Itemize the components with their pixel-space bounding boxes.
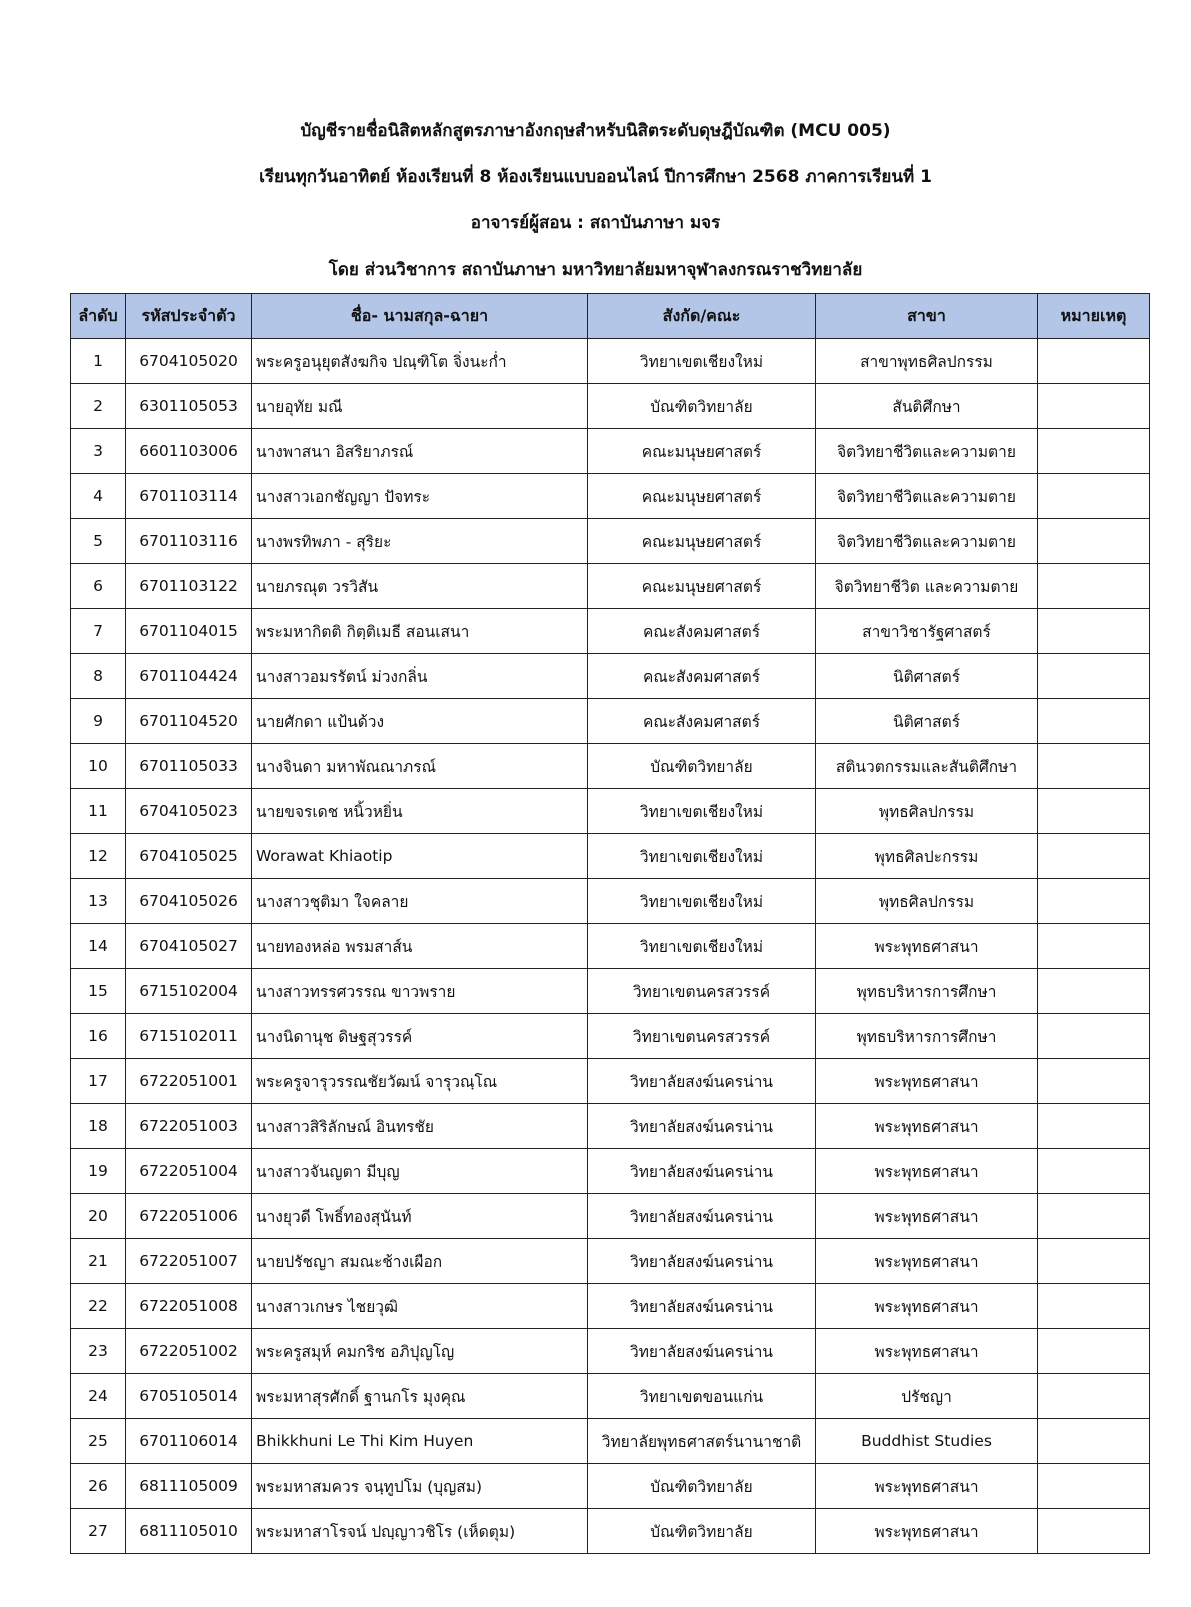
cell-student-id: 6701105033 [126,744,252,789]
cell-major: สันติศึกษา [816,384,1038,429]
cell-order: 24 [71,1374,126,1419]
cell-note [1038,1149,1150,1194]
table-row [71,1329,1150,1374]
cell-order: 5 [71,519,126,564]
cell-name: นางสาวเกษร ไชยวุฒิ [252,1284,588,1329]
table-row [71,924,1150,969]
cell-note [1038,1329,1150,1374]
cell-order: 15 [71,969,126,1014]
table-row [71,1194,1150,1239]
cell-faculty: คณะสังคมศาสตร์ [588,654,816,699]
cell-note [1038,879,1150,924]
cell-note [1038,1374,1150,1419]
cell-note [1038,1464,1150,1509]
table-row [71,699,1150,744]
cell-order: 7 [71,609,126,654]
cell-student-id: 6704105020 [126,339,252,384]
cell-order: 2 [71,384,126,429]
cell-note [1038,969,1150,1014]
table-row [71,1284,1150,1329]
cell-major: นิติศาสตร์ [816,699,1038,744]
column-header-major: สาขา [816,294,1038,339]
cell-major: Buddhist Studies [816,1419,1038,1464]
cell-note [1038,609,1150,654]
column-header-name: ชื่อ- นามสกุล-ฉายา [252,294,588,339]
cell-student-id: 6701104015 [126,609,252,654]
cell-note [1038,384,1150,429]
cell-faculty: วิทยาเขตเชียงใหม่ [588,789,816,834]
cell-major: สตินวตกรรมและสันติศึกษา [816,744,1038,789]
cell-faculty: วิทยาลัยพุทธศาสตร์นานาชาติ [588,1419,816,1464]
cell-student-id: 6701104520 [126,699,252,744]
cell-major: พระพุทธศาสนา [816,1059,1038,1104]
cell-name: นางจินดา มหาพัณณาภรณ์ [252,744,588,789]
cell-major: พระพุทธศาสนา [816,1149,1038,1194]
cell-major: สาขาพุทธศิลปกรรม [816,339,1038,384]
cell-note [1038,654,1150,699]
cell-major: พุทธศิลปกรรม [816,789,1038,834]
cell-faculty: วิทยาเขตเชียงใหม่ [588,339,816,384]
cell-student-id: 6722051004 [126,1149,252,1194]
cell-student-id: 6301105053 [126,384,252,429]
cell-major: พระพุทธศาสนา [816,924,1038,969]
table-row [71,339,1150,384]
cell-order: 10 [71,744,126,789]
cell-faculty: คณะมนุษยศาสตร์ [588,474,816,519]
cell-student-id: 6701106014 [126,1419,252,1464]
cell-name: พระครูสมุห์ คมกริช อภิปุญโญ [252,1329,588,1374]
table-row [71,1419,1150,1464]
table-row [71,1059,1150,1104]
cell-name: นายอุทัย มณี [252,384,588,429]
table-row [71,564,1150,609]
cell-note [1038,1059,1150,1104]
cell-name: นายปรัชญา สมณะช้างเผือก [252,1239,588,1284]
cell-major: พระพุทธศาสนา [816,1239,1038,1284]
cell-major: พระพุทธศาสนา [816,1509,1038,1554]
cell-order: 3 [71,429,126,474]
cell-note [1038,924,1150,969]
cell-faculty: วิทยาลัยสงฆ์นครน่าน [588,1149,816,1194]
cell-student-id: 6704105025 [126,834,252,879]
cell-student-id: 6701103114 [126,474,252,519]
cell-name: นายภรณุต วรวิสัน [252,564,588,609]
table-row [71,744,1150,789]
cell-order: 8 [71,654,126,699]
table-row [71,429,1150,474]
table-row [71,519,1150,564]
cell-note [1038,519,1150,564]
organizer-line: โดย ส่วนวิชาการ สถาบันภาษา มหาวิทยาลัยมหาจุฬาลงกรณราชวิทยาลัย [328,260,863,280]
column-header-faculty: สังกัด/คณะ [588,294,816,339]
table-row [71,1149,1150,1194]
cell-name: พระครูอนุยุตสังฆกิจ ปณฺฑิโต จิ่งนะก่ำ [252,339,588,384]
table-header-row [71,294,1150,339]
cell-major: จิตวิทยาชีวิตและความตาย [816,474,1038,519]
cell-name: นางพรทิพภา - สุริยะ [252,519,588,564]
cell-order: 12 [71,834,126,879]
cell-name: นางสาวสิริลักษณ์ อินทรชัย [252,1104,588,1149]
cell-faculty: วิทยาลัยสงฆ์นครน่าน [588,1239,816,1284]
cell-faculty: วิทยาเขตนครสวรรค์ [588,1014,816,1059]
cell-name: Bhikkhuni Le Thi Kim Huyen [252,1419,588,1464]
cell-faculty: วิทยาเขตขอนแก่น [588,1374,816,1419]
cell-name: นายทองหล่อ พรมสาส์น [252,924,588,969]
cell-faculty: บัณฑิตวิทยาลัย [588,744,816,789]
cell-note [1038,474,1150,519]
cell-major: พระพุทธศาสนา [816,1104,1038,1149]
cell-student-id: 6701104424 [126,654,252,699]
cell-name: พระมหากิตติ กิตฺติเมธี สอนเสนา [252,609,588,654]
cell-name: พระมหาสมควร จนฺทูปโม (บุญสม) [252,1464,588,1509]
table-row [71,1374,1150,1419]
table-row [71,834,1150,879]
cell-major: พุทธบริหารการศึกษา [816,1014,1038,1059]
cell-order: 9 [71,699,126,744]
column-header-order: ลำดับ [71,294,126,339]
cell-student-id: 6722051006 [126,1194,252,1239]
cell-major: พระพุทธศาสนา [816,1329,1038,1374]
cell-name: พระครูจารุวรรณชัยวัฒน์ จารุวณฺโณ [252,1059,588,1104]
cell-order: 22 [71,1284,126,1329]
cell-major: ปรัชญา [816,1374,1038,1419]
cell-faculty: วิทยาเขตเชียงใหม่ [588,834,816,879]
cell-note [1038,429,1150,474]
cell-student-id: 6722051007 [126,1239,252,1284]
column-header-note: หมายเหตุ [1038,294,1150,339]
cell-order: 25 [71,1419,126,1464]
cell-order: 6 [71,564,126,609]
cell-note [1038,1284,1150,1329]
table-row [71,1509,1150,1554]
cell-student-id: 6704105026 [126,879,252,924]
column-header-student-id: รหัสประจำตัว [126,294,252,339]
table-row [71,1464,1150,1509]
cell-faculty: บัณฑิตวิทยาลัย [588,1464,816,1509]
cell-student-id: 6704105027 [126,924,252,969]
cell-note [1038,1014,1150,1059]
cell-order: 27 [71,1509,126,1554]
cell-faculty: วิทยาลัยสงฆ์นครน่าน [588,1194,816,1239]
cell-major: พระพุทธศาสนา [816,1464,1038,1509]
cell-faculty: คณะสังคมศาสตร์ [588,699,816,744]
cell-faculty: คณะมนุษยศาสตร์ [588,519,816,564]
cell-name: พระมหาสาโรจน์ ปญฺญาวชิโร (เห็ดตุม) [252,1509,588,1554]
cell-name: นางนิดานุช ดิษฐสุวรรค์ [252,1014,588,1059]
table-row [71,384,1150,429]
cell-name: พระมหาสุรศักดิ์ ฐานกโร มุงคุณ [252,1374,588,1419]
cell-major: จิตวิทยาชีวิตและความตาย [816,519,1038,564]
cell-order: 11 [71,789,126,834]
table-body [71,339,1150,1554]
cell-student-id: 6722051008 [126,1284,252,1329]
cell-student-id: 6704105023 [126,789,252,834]
table-row [71,879,1150,924]
cell-faculty: คณะมนุษยศาสตร์ [588,429,816,474]
cell-major: พระพุทธศาสนา [816,1194,1038,1239]
cell-faculty: วิทยาเขตเชียงใหม่ [588,879,816,924]
cell-name: นายขจรเดช หนิ้วหยิ่น [252,789,588,834]
cell-faculty: วิทยาเขตเชียงใหม่ [588,924,816,969]
cell-student-id: 6715102011 [126,1014,252,1059]
cell-name: นางพาสนา อิสริยาภรณ์ [252,429,588,474]
cell-major: พุทธศิลปะกรรม [816,834,1038,879]
cell-note [1038,834,1150,879]
cell-order: 19 [71,1149,126,1194]
table-row [71,1014,1150,1059]
cell-note [1038,789,1150,834]
cell-note [1038,699,1150,744]
table-row [71,609,1150,654]
cell-student-id: 6701103116 [126,519,252,564]
cell-order: 20 [71,1194,126,1239]
table-row [71,789,1150,834]
cell-major: พุทธศิลปกรรม [816,879,1038,924]
cell-faculty: คณะมนุษยศาสตร์ [588,564,816,609]
cell-faculty: วิทยาลัยสงฆ์นครน่าน [588,1284,816,1329]
table-header [71,294,1150,339]
cell-order: 23 [71,1329,126,1374]
cell-student-id: 6701103122 [126,564,252,609]
cell-major: จิตวิทยาชีวิตและความตาย [816,429,1038,474]
cell-name: นางสาวชุติมา ใจคลาย [252,879,588,924]
cell-student-id: 6601103006 [126,429,252,474]
cell-note [1038,564,1150,609]
cell-name: นางสาวทรรศวรรณ ขาวพราย [252,969,588,1014]
cell-student-id: 6722051001 [126,1059,252,1104]
instructor-line: อาจารย์ผู้สอน : สถาบันภาษา มจร [470,213,721,233]
table-row [71,1104,1150,1149]
cell-order: 16 [71,1014,126,1059]
cell-note [1038,339,1150,384]
table-row [71,1239,1150,1284]
cell-note [1038,1239,1150,1284]
cell-student-id: 6722051003 [126,1104,252,1149]
table-row [71,654,1150,699]
cell-student-id: 6811105009 [126,1464,252,1509]
cell-name: นางยุวดี โพธิ์ทองสุนันท์ [252,1194,588,1239]
cell-order: 14 [71,924,126,969]
cell-name: นางสาวอมรรัตน์ ม่วงกลิ่น [252,654,588,699]
cell-major: นิติศาสตร์ [816,654,1038,699]
cell-order: 13 [71,879,126,924]
cell-order: 18 [71,1104,126,1149]
cell-faculty: วิทยาเขตนครสวรรค์ [588,969,816,1014]
cell-faculty: คณะสังคมศาสตร์ [588,609,816,654]
cell-major: พระพุทธศาสนา [816,1284,1038,1329]
cell-name: นายศักดา แป้นด้วง [252,699,588,744]
cell-faculty: วิทยาลัยสงฆ์นครน่าน [588,1104,816,1149]
cell-major: จิตวิทยาชีวิต และความตาย [816,564,1038,609]
cell-student-id: 6811105010 [126,1509,252,1554]
cell-order: 21 [71,1239,126,1284]
cell-faculty: วิทยาลัยสงฆ์นครน่าน [588,1329,816,1374]
cell-order: 17 [71,1059,126,1104]
table-row [71,969,1150,1014]
cell-name: นางสาวจันญตา มีบุญ [252,1149,588,1194]
cell-note [1038,744,1150,789]
cell-note [1038,1419,1150,1464]
cell-student-id: 6715102004 [126,969,252,1014]
student-roster-table [70,293,1150,1554]
cell-order: 26 [71,1464,126,1509]
cell-order: 1 [71,339,126,384]
table-row [71,474,1150,519]
cell-note [1038,1194,1150,1239]
cell-name: Worawat Khiaotip [252,834,588,879]
cell-student-id: 6722051002 [126,1329,252,1374]
document-title: บัญชีรายชื่อนิสิตหลักสูตรภาษาอังกฤษสำหรับนิสิตระดับดุษฎีบัณฑิต (MCU 005) [300,121,891,141]
cell-faculty: บัณฑิตวิทยาลัย [588,384,816,429]
cell-note [1038,1104,1150,1149]
cell-order: 4 [71,474,126,519]
class-schedule-line: เรียนทุกวันอาทิตย์ ห้องเรียนที่ 8 ห้องเรียนแบบออนไลน์ ปีการศึกษา 2568 ภาคการเรียนที่ 1 [259,167,932,187]
cell-faculty: วิทยาลัยสงฆ์นครน่าน [588,1059,816,1104]
cell-faculty: บัณฑิตวิทยาลัย [588,1509,816,1554]
cell-note [1038,1509,1150,1554]
cell-student-id: 6705105014 [126,1374,252,1419]
cell-major: พุทธบริหารการศึกษา [816,969,1038,1014]
cell-major: สาขาวิชารัฐศาสตร์ [816,609,1038,654]
cell-name: นางสาวเอกชัญญา ปัจทระ [252,474,588,519]
